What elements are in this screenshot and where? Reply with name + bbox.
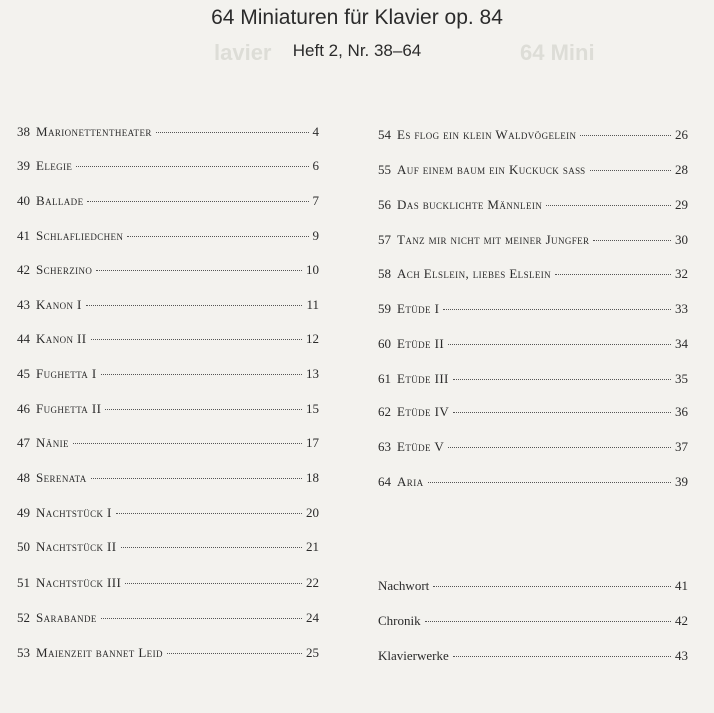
dot-leader <box>86 305 303 306</box>
entry-page: 36 <box>675 404 688 419</box>
entry-page: 21 <box>306 539 319 554</box>
toc-entry <box>17 331 319 347</box>
entry-number: 43 <box>17 297 30 312</box>
entry-page: 24 <box>306 610 319 625</box>
entry-page: 13 <box>306 366 319 381</box>
dot-leader <box>121 547 302 548</box>
entry-title: Aria <box>397 474 424 489</box>
toc-entry <box>17 366 319 382</box>
dot-leader <box>453 412 671 413</box>
show-through-title: 64 Mini <box>520 40 595 65</box>
dot-leader <box>453 656 671 657</box>
entry-number: 50 <box>17 539 30 554</box>
entry-page: 30 <box>675 232 688 247</box>
toc-entry-appendix <box>378 578 688 594</box>
toc-entry <box>378 371 688 387</box>
entry-number: 59 <box>378 301 391 316</box>
entry-page: 26 <box>675 127 688 142</box>
entry-page: 15 <box>306 401 319 416</box>
toc-entry <box>378 127 688 143</box>
toc-entry <box>17 228 319 244</box>
dot-leader <box>91 478 302 479</box>
entry-title: Etüde I <box>397 301 440 316</box>
toc-entry <box>17 610 319 626</box>
dot-leader <box>433 586 671 587</box>
entry-title: Klavierwerke <box>378 648 449 663</box>
entry-page: 34 <box>675 336 688 351</box>
entry-page: 32 <box>675 266 688 281</box>
dot-leader <box>101 374 302 375</box>
dot-leader <box>125 583 302 584</box>
dot-leader <box>555 274 671 275</box>
dot-leader <box>127 236 308 237</box>
toc-entry <box>378 404 688 420</box>
entry-title: Scherzino <box>36 262 93 277</box>
dot-leader <box>428 482 672 483</box>
entry-title: Etüde V <box>397 439 445 454</box>
entry-title: Fughetta II <box>36 401 102 416</box>
entry-page: 17 <box>306 435 319 450</box>
entry-page: 7 <box>312 193 319 208</box>
dot-leader <box>167 653 302 654</box>
entry-title: Das bucklichte Männlein <box>397 197 543 212</box>
entry-page: 18 <box>306 470 319 485</box>
entry-title: Nänie <box>36 435 69 450</box>
dot-leader <box>101 618 302 619</box>
entry-title: Nachwort <box>378 578 430 593</box>
dot-leader <box>91 339 303 340</box>
entry-page: 41 <box>675 578 688 593</box>
entry-number: 58 <box>378 266 391 281</box>
entry-number: 48 <box>17 470 30 485</box>
toc-entry <box>17 575 319 591</box>
show-through-word: lavier <box>214 40 272 65</box>
entry-page: 43 <box>675 648 688 663</box>
entry-page: 42 <box>675 613 688 628</box>
entry-number: 53 <box>17 645 30 660</box>
entry-page: 35 <box>675 371 688 386</box>
entry-title: Etüde IV <box>397 404 450 419</box>
entry-number: 64 <box>378 474 391 489</box>
entry-title: Kanon I <box>36 297 82 312</box>
toc-entry <box>378 162 688 178</box>
entry-number: 47 <box>17 435 30 450</box>
entry-number: 46 <box>17 401 30 416</box>
toc-entry <box>378 474 688 490</box>
toc-entry <box>17 435 319 451</box>
entry-number: 45 <box>17 366 30 381</box>
dot-leader <box>425 621 671 622</box>
entry-title: Nachtstück III <box>36 575 122 590</box>
dot-leader <box>76 166 308 167</box>
entry-number: 55 <box>378 162 391 177</box>
entry-title: Elegie <box>36 158 73 173</box>
dot-leader <box>546 205 671 206</box>
dot-leader <box>105 409 302 410</box>
entry-title: Serenata <box>36 470 87 485</box>
entry-title: Ballade <box>36 193 84 208</box>
entry-title: Sarabande <box>36 610 97 625</box>
entry-page: 25 <box>306 645 319 660</box>
entry-number: 56 <box>378 197 391 212</box>
toc-entry <box>378 232 688 248</box>
entry-page: 39 <box>675 474 688 489</box>
toc-entry <box>378 266 688 282</box>
dot-leader <box>453 379 671 380</box>
entry-page: 9 <box>312 228 319 243</box>
entry-title: Ach Elslein, liebes Elslein <box>397 266 552 281</box>
entry-page: 6 <box>312 158 319 173</box>
entry-title: Schlafliedchen <box>36 228 124 243</box>
entry-page: 37 <box>675 439 688 454</box>
entry-page: 12 <box>306 331 319 346</box>
dot-leader <box>580 135 671 136</box>
entry-title: Kanon II <box>36 331 87 346</box>
toc-entry-appendix <box>378 613 688 629</box>
dot-leader <box>116 513 302 514</box>
entry-page: 4 <box>312 124 319 139</box>
entry-page: 11 <box>306 297 319 312</box>
dot-leader <box>448 344 671 345</box>
entry-page: 10 <box>306 262 319 277</box>
entry-title: Auf einem baum ein Kuckuck saß <box>397 162 586 177</box>
entry-title: Fughetta I <box>36 366 97 381</box>
dot-leader <box>156 132 309 133</box>
entry-number: 60 <box>378 336 391 351</box>
entry-page: 20 <box>306 505 319 520</box>
toc-entry <box>378 197 688 213</box>
toc-entry <box>378 301 688 317</box>
entry-number: 38 <box>17 124 30 139</box>
toc-entry <box>17 505 319 521</box>
entry-number: 51 <box>17 575 30 590</box>
entry-title: Tanz mir nicht mit meiner Jungfer <box>397 232 590 247</box>
toc-entry <box>17 297 319 313</box>
entry-number: 44 <box>17 331 30 346</box>
toc-entry <box>378 439 688 455</box>
entry-number: 61 <box>378 371 391 386</box>
entry-number: 42 <box>17 262 30 277</box>
entry-title: Chronik <box>378 613 421 628</box>
dot-leader <box>590 170 671 171</box>
entry-number: 57 <box>378 232 391 247</box>
entry-number: 39 <box>17 158 30 173</box>
entry-number: 54 <box>378 127 391 142</box>
entry-number: 62 <box>378 404 391 419</box>
entry-page: 33 <box>675 301 688 316</box>
entry-title: Nachtstück I <box>36 505 112 520</box>
page-title: 64 Miniaturen für Klavier op. 84 <box>211 6 503 29</box>
entry-page: 29 <box>675 197 688 212</box>
page-subtitle: Heft 2, Nr. 38–64 <box>292 41 422 60</box>
entry-title: Etüde III <box>397 371 449 386</box>
entry-title: Etüde II <box>397 336 445 351</box>
dot-leader <box>87 201 308 202</box>
entry-title: Nachtstück II <box>36 539 117 554</box>
toc-entry <box>17 470 319 486</box>
entry-page: 28 <box>675 162 688 177</box>
toc-entry <box>17 158 319 174</box>
toc-entry <box>17 262 319 278</box>
entry-number: 40 <box>17 193 30 208</box>
toc-entry <box>17 645 319 661</box>
entry-number: 63 <box>378 439 391 454</box>
toc-entry <box>17 193 319 209</box>
toc-entry-appendix <box>378 648 688 664</box>
dot-leader <box>448 447 671 448</box>
dot-leader <box>593 240 671 241</box>
entry-number: 41 <box>17 228 30 243</box>
dot-leader <box>73 443 302 444</box>
entry-title: Es flog ein klein Waldvögelein <box>397 127 577 142</box>
toc-entry <box>17 539 319 555</box>
dot-leader <box>443 309 671 310</box>
toc-entry <box>17 401 319 417</box>
dot-leader <box>96 270 302 271</box>
entry-title: Maienzeit bannet Leid <box>36 645 163 660</box>
entry-title: Marionettentheater <box>36 124 152 139</box>
entry-number: 52 <box>17 610 30 625</box>
toc-entry <box>17 124 319 140</box>
entry-page: 22 <box>306 575 319 590</box>
entry-number: 49 <box>17 505 30 520</box>
toc-entry <box>378 336 688 352</box>
